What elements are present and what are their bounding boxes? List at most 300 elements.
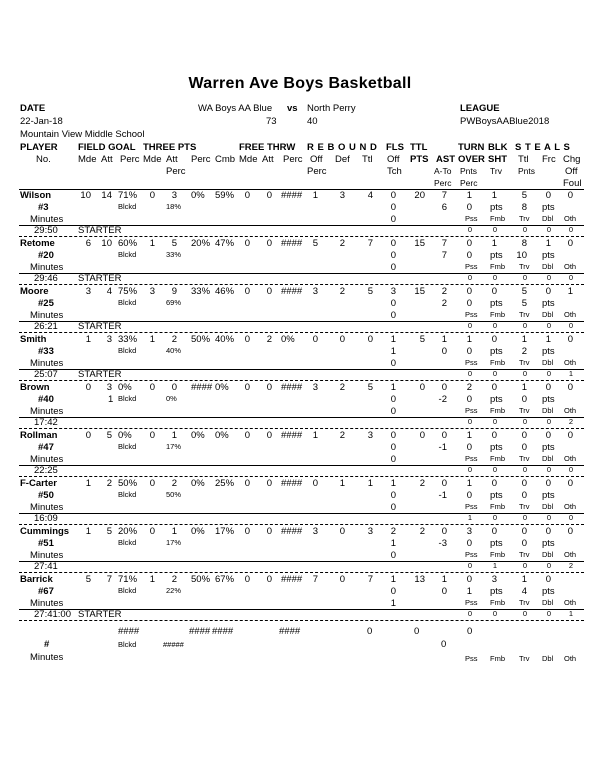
player-b5: 1 (568, 369, 573, 378)
player-stl-ttl: 0 (521, 430, 527, 441)
player-pss: Pss (465, 454, 478, 463)
player-frc: 0 (545, 382, 551, 393)
row-separator (19, 524, 584, 525)
player-stl2: 0 (521, 538, 527, 549)
player-trv: Trv (519, 454, 530, 463)
player-stl2: 0 (521, 490, 527, 501)
player-b1: 1 (467, 513, 472, 522)
player-ft-a: 0 (266, 190, 272, 201)
player-num: #40 (38, 394, 54, 405)
hdr-reb-ttl: Ttl (362, 154, 373, 165)
row-underline (19, 417, 584, 418)
player-ft-m: 0 (244, 334, 250, 345)
player-fls3: 0 (390, 262, 396, 273)
hdr-fls: FLS (386, 142, 404, 153)
player-cmb: 47% (215, 238, 235, 249)
player-pts: 0 (419, 430, 425, 441)
player-pss: Pss (465, 214, 478, 223)
player-sht: 0 (491, 382, 497, 393)
player-fmb: Fmb (490, 502, 505, 511)
player-blckd: Blckd (118, 298, 137, 307)
hdr-steals: S T E A L S (515, 142, 571, 153)
player-att-perc: 17% (166, 538, 182, 547)
player-fls3: 0 (390, 454, 396, 465)
player-time: 16:09 (34, 513, 58, 524)
player-num: #20 (38, 250, 54, 261)
player-stl-ttl: 1 (521, 574, 527, 585)
player-oth: Oth (564, 214, 577, 223)
player-ast: 0 (441, 382, 447, 393)
player-minutes-label: Minutes (30, 550, 64, 561)
player-dbl: Dbl (542, 502, 554, 511)
hdr-off: Off (565, 166, 578, 177)
player-fg-p: 33% (118, 334, 138, 345)
player-off: 1 (312, 190, 318, 201)
hdr-chg: Chg (563, 154, 581, 165)
player-stl-ttl: 1 (521, 382, 527, 393)
player-fg-a: 14 (101, 190, 112, 201)
player-sht: 3 (491, 574, 497, 585)
player-b4: 0 (546, 513, 551, 522)
player-blckd: Blckd (118, 490, 137, 499)
player-ft-p: #### (281, 526, 303, 537)
player-b1: 0 (467, 273, 472, 282)
player-minutes-label: Minutes (30, 502, 64, 513)
player-ast: 2 (441, 286, 447, 297)
player-pts: 15 (414, 286, 425, 297)
player-fls2: 0 (390, 586, 396, 597)
row-separator (19, 236, 584, 237)
home-team: WA Boys AA Blue (198, 103, 273, 114)
league-label: LEAGUE (460, 103, 500, 114)
player-ast: 1 (441, 574, 447, 585)
player-sht: 0 (491, 334, 497, 345)
player-sht: 0 (491, 430, 497, 441)
player-b5: 1 (568, 609, 573, 618)
player-fls3: 0 (390, 214, 396, 225)
blank-trv: Trv (519, 654, 530, 663)
player-fg-p: 50% (118, 478, 138, 489)
player-ttl: 1 (367, 478, 373, 489)
player-blckd: Blckd (118, 250, 137, 259)
player-fmb: Fmb (490, 214, 505, 223)
player-ft-p: #### (281, 286, 303, 297)
player-name: F-Carter (20, 478, 57, 489)
player-sht: 1 (491, 190, 497, 201)
player-ft-p: #### (281, 478, 303, 489)
player-cmb: 25% (215, 478, 235, 489)
player-ttl: 5 (367, 382, 373, 393)
player-fg-p: 75% (118, 286, 138, 297)
player-frc: 1 (545, 238, 551, 249)
player-ft-m: 0 (244, 382, 250, 393)
hdr-fg-att: Att (101, 154, 113, 165)
player-att-perc: 50% (166, 490, 182, 499)
player-pss: Pss (465, 550, 478, 559)
player-tp-a: 2 (171, 574, 177, 585)
row-separator (19, 428, 584, 429)
player-name: Retome (20, 238, 55, 249)
player-ato: 0 (441, 346, 447, 357)
league-name: PWBoysAABlue2018 (460, 116, 550, 127)
player-over: 0 (466, 574, 472, 585)
away-team: North Perry (307, 103, 356, 114)
player-fg-p: 0% (118, 430, 132, 441)
player-tp-m: 3 (149, 286, 155, 297)
player-ft-m: 0 (244, 430, 250, 441)
player-time: 29:50 (34, 225, 58, 236)
player-off: 1 (312, 430, 318, 441)
player-tp-p: 20% (191, 238, 211, 249)
player-b5: 0 (568, 225, 573, 234)
player-ttl: 5 (367, 286, 373, 297)
player-b2: 0 (492, 513, 497, 522)
player-trv: Trv (519, 406, 530, 415)
player-chg: 1 (567, 286, 573, 297)
player-fls3: 0 (390, 502, 396, 513)
player-blckd: Blckd (118, 442, 137, 451)
player-over2: 0 (466, 202, 472, 213)
player-fg-p: 0% (118, 382, 132, 393)
player-tp-m: 1 (149, 574, 155, 585)
player-pts: 2 (419, 478, 425, 489)
player-num: #47 (38, 442, 54, 453)
player-fg-m: 0 (85, 382, 91, 393)
player-oth: Oth (564, 502, 577, 511)
player-fg-a: 2 (106, 478, 112, 489)
player-fls: 1 (390, 382, 396, 393)
player-over: 1 (466, 478, 472, 489)
player-frc: 0 (545, 478, 551, 489)
hdr-sht: SHT (488, 154, 507, 165)
player-frc2: pts (542, 586, 555, 597)
player-b2: 0 (492, 225, 497, 234)
player-ast: 0 (441, 478, 447, 489)
player-b3: 0 (522, 321, 527, 330)
player-starter: STARTER (78, 225, 122, 236)
player-over: 2 (466, 382, 472, 393)
player-name: Moore (20, 286, 49, 297)
player-b1: 0 (467, 561, 472, 570)
player-over: 0 (466, 286, 472, 297)
player-fg-p: 71% (118, 574, 138, 585)
player-ft-m: 0 (244, 238, 250, 249)
player-ft-p: 0% (281, 334, 295, 345)
player-frc: 0 (545, 574, 551, 585)
player-name: Rollman (20, 430, 58, 441)
player-ast: 1 (441, 334, 447, 345)
player-b2: 0 (492, 417, 497, 426)
player-fls: 1 (390, 574, 396, 585)
player-ttl: 7 (367, 574, 373, 585)
player-name: Cummings (20, 526, 70, 537)
player-fls: 0 (390, 430, 396, 441)
player-pss: Pss (465, 406, 478, 415)
player-ft-a: 0 (266, 526, 272, 537)
player-tp-a: 5 (171, 238, 177, 249)
player-tp-p: 50% (191, 334, 211, 345)
player-sht2: pts (490, 490, 503, 501)
player-ttl: 3 (367, 526, 373, 537)
player-dbl: Dbl (542, 454, 554, 463)
player-sht2: pts (490, 586, 503, 597)
row-underline (19, 369, 584, 370)
player-ast: 7 (441, 238, 447, 249)
player-stl-ttl: 0 (521, 526, 527, 537)
player-over2: 0 (466, 346, 472, 357)
player-trv: Trv (519, 598, 530, 607)
player-b4: 0 (546, 369, 551, 378)
player-ato: -2 (438, 394, 447, 405)
player-oth: Oth (564, 310, 577, 319)
player-def: 1 (339, 478, 345, 489)
player-off: 3 (312, 382, 318, 393)
hdr-turn: TURN (458, 142, 485, 153)
player-def: 0 (339, 334, 345, 345)
blank-fg-perc: #### (118, 626, 140, 637)
player-frc2: pts (542, 442, 555, 453)
player-fg-a2: 1 (108, 394, 114, 405)
report-title: Warren Ave Boys Basketball (188, 75, 412, 92)
player-b3: 0 (522, 273, 527, 282)
player-pss: Pss (465, 310, 478, 319)
player-fls2: 0 (390, 442, 396, 453)
player-tp-p: 0% (191, 430, 205, 441)
player-chg: 0 (567, 190, 573, 201)
player-b3: 0 (522, 609, 527, 618)
player-num: #51 (38, 538, 54, 549)
hdr-ast: AST (436, 154, 455, 165)
player-fls: 3 (390, 286, 396, 297)
player-frc2: pts (542, 250, 555, 261)
player-def: 0 (339, 526, 345, 537)
player-over: 3 (466, 526, 472, 537)
row-separator (19, 284, 584, 285)
player-blckd: Blckd (118, 346, 137, 355)
player-b2: 0 (492, 609, 497, 618)
blank-num: # (44, 639, 50, 650)
player-starter: STARTER (78, 369, 122, 380)
hdr-ft-att: Att (262, 154, 274, 165)
player-b5: 2 (568, 417, 573, 426)
hdr-reb-perc: Perc (307, 166, 327, 177)
player-stl-ttl: 8 (521, 238, 527, 249)
player-blckd: Blckd (118, 586, 137, 595)
player-minutes-label: Minutes (30, 262, 64, 273)
player-sht2: pts (490, 202, 503, 213)
row-separator (19, 620, 584, 621)
player-b4: 0 (546, 417, 551, 426)
player-tp-a: 1 (171, 526, 177, 537)
player-b1: 0 (467, 609, 472, 618)
player-fg-m: 1 (85, 526, 91, 537)
row-separator (19, 572, 584, 573)
player-frc2: pts (542, 394, 555, 405)
player-frc2: pts (542, 298, 555, 309)
player-trv: Trv (519, 502, 530, 511)
player-fls3: 1 (390, 598, 396, 609)
player-ft-a: 0 (266, 286, 272, 297)
player-ft-a: 0 (266, 574, 272, 585)
hdr-pnts: Pnts (460, 166, 478, 176)
player-chg: 0 (567, 430, 573, 441)
player-fls2: 0 (390, 298, 396, 309)
player-frc: 1 (545, 334, 551, 345)
player-b1: 0 (467, 321, 472, 330)
player-stl-ttl: 0 (521, 478, 527, 489)
player-cmb: 67% (215, 574, 235, 585)
hdr-tp-att: Att (166, 154, 178, 165)
player-pss: Pss (465, 598, 478, 607)
hdr-player: PLAYER (20, 142, 58, 153)
player-def: 0 (339, 574, 345, 585)
player-stl2: 2 (521, 346, 527, 357)
player-tp-m: 1 (149, 238, 155, 249)
player-dbl: Dbl (542, 406, 554, 415)
player-ato: -1 (438, 442, 447, 453)
player-oth: Oth (564, 550, 577, 559)
player-fg-a: 7 (106, 574, 112, 585)
player-b5: 0 (568, 465, 573, 474)
hdr-ft-perc: Perc (283, 154, 303, 165)
player-over: 0 (466, 238, 472, 249)
player-fls2: 0 (390, 202, 396, 213)
player-fg-m: 5 (85, 574, 91, 585)
player-b4: 0 (546, 273, 551, 282)
player-att-perc: 17% (166, 442, 182, 451)
player-ttl: 7 (367, 238, 373, 249)
hdr-stl-ttl: Ttl (518, 154, 529, 165)
player-fls: 1 (390, 334, 396, 345)
player-time: 25:07 (34, 369, 58, 380)
player-name: Wilson (20, 190, 52, 201)
player-fg-m: 0 (85, 430, 91, 441)
player-fg-a: 5 (106, 430, 112, 441)
player-fls3: 0 (390, 310, 396, 321)
player-fls2: 0 (390, 250, 396, 261)
player-frc: 0 (545, 526, 551, 537)
blank-tp-perc: #### (189, 626, 211, 637)
player-cmb: 0% (215, 430, 229, 441)
player-num: #33 (38, 346, 54, 357)
player-tp-p: 0% (191, 526, 205, 537)
blank-blckd: Blckd (118, 640, 137, 649)
player-b4: 0 (546, 609, 551, 618)
player-ato: 6 (441, 202, 447, 213)
player-sht2: pts (490, 346, 503, 357)
player-b3: 0 (522, 465, 527, 474)
player-att-perc: 18% (166, 202, 182, 211)
hdr-field-goal: FIELD GOAL (78, 142, 136, 153)
player-tp-m: 0 (149, 430, 155, 441)
row-separator (19, 380, 584, 381)
player-stl2: 8 (521, 202, 527, 213)
player-b3: 0 (522, 561, 527, 570)
hdr-three-pts: THREE PTS (143, 142, 197, 153)
player-b1: 0 (467, 417, 472, 426)
player-chg: 0 (567, 238, 573, 249)
player-b5: 0 (568, 273, 573, 282)
hdr-reb-def: Def (335, 154, 350, 165)
hdr-a-to: A-To (434, 166, 452, 176)
player-sht: 0 (491, 526, 497, 537)
hdr-trv: Trv (490, 166, 502, 176)
blank-reb-ttl: 0 (367, 626, 373, 637)
player-ft-a: 0 (266, 430, 272, 441)
player-def: 2 (339, 382, 345, 393)
player-blckd: Blckd (118, 202, 137, 211)
player-sht2: pts (490, 442, 503, 453)
player-minutes-label: Minutes (30, 454, 64, 465)
blank-pts: 0 (414, 626, 420, 637)
player-b1: 0 (467, 465, 472, 474)
player-fg-m: 6 (85, 238, 91, 249)
player-tp-a: 1 (171, 430, 177, 441)
hdr-reb-off: Off (310, 154, 323, 165)
player-b2: 0 (492, 273, 497, 282)
player-fmb: Fmb (490, 550, 505, 559)
player-dbl: Dbl (542, 550, 554, 559)
player-b3: 0 (522, 513, 527, 522)
blank-att-perc: ##### (163, 640, 184, 649)
player-dbl: Dbl (542, 358, 554, 367)
player-over2: 0 (466, 394, 472, 405)
player-trv: Trv (519, 358, 530, 367)
player-b5: 0 (568, 513, 573, 522)
player-tp-m: 0 (149, 190, 155, 201)
player-starter: STARTER (78, 273, 122, 284)
player-ttl: 4 (367, 190, 373, 201)
player-b5: 2 (568, 561, 573, 570)
blank-dbl: Dbl (542, 654, 554, 663)
player-ttl: 3 (367, 430, 373, 441)
player-pts: 2 (419, 526, 425, 537)
player-stl-ttl: 5 (521, 286, 527, 297)
blank-pss: Pss (465, 654, 478, 663)
player-sht: 0 (491, 478, 497, 489)
player-fls3: 0 (390, 550, 396, 561)
player-pts: 5 (419, 334, 425, 345)
player-time: 22:25 (34, 465, 58, 476)
player-fls2: 1 (390, 346, 396, 357)
player-att-perc: 69% (166, 298, 182, 307)
player-sht2: pts (490, 394, 503, 405)
hdr-foul: Foul (563, 178, 582, 189)
player-minutes-label: Minutes (30, 406, 64, 417)
player-tp-a: 3 (171, 190, 177, 201)
player-over2: 0 (466, 298, 472, 309)
player-ft-a: 0 (266, 382, 272, 393)
hdr-perc-1: Perc (434, 178, 452, 188)
player-oth: Oth (564, 406, 577, 415)
player-stl-ttl: 5 (521, 190, 527, 201)
player-b2: 0 (492, 465, 497, 474)
player-over: 1 (466, 334, 472, 345)
date-label: DATE (20, 103, 46, 114)
vs-label: vs (287, 103, 298, 114)
player-fmb: Fmb (490, 262, 505, 271)
row-underline (19, 513, 584, 514)
player-b4: 0 (546, 321, 551, 330)
player-name: Barrick (20, 574, 53, 585)
player-b3: 0 (522, 417, 527, 426)
player-minutes-label: Minutes (30, 214, 64, 225)
player-cmb: 17% (215, 526, 235, 537)
player-stl2: 0 (521, 442, 527, 453)
hdr-fls-off: Off (387, 154, 400, 165)
player-fmb: Fmb (490, 406, 505, 415)
player-ft-p: #### (281, 574, 303, 585)
